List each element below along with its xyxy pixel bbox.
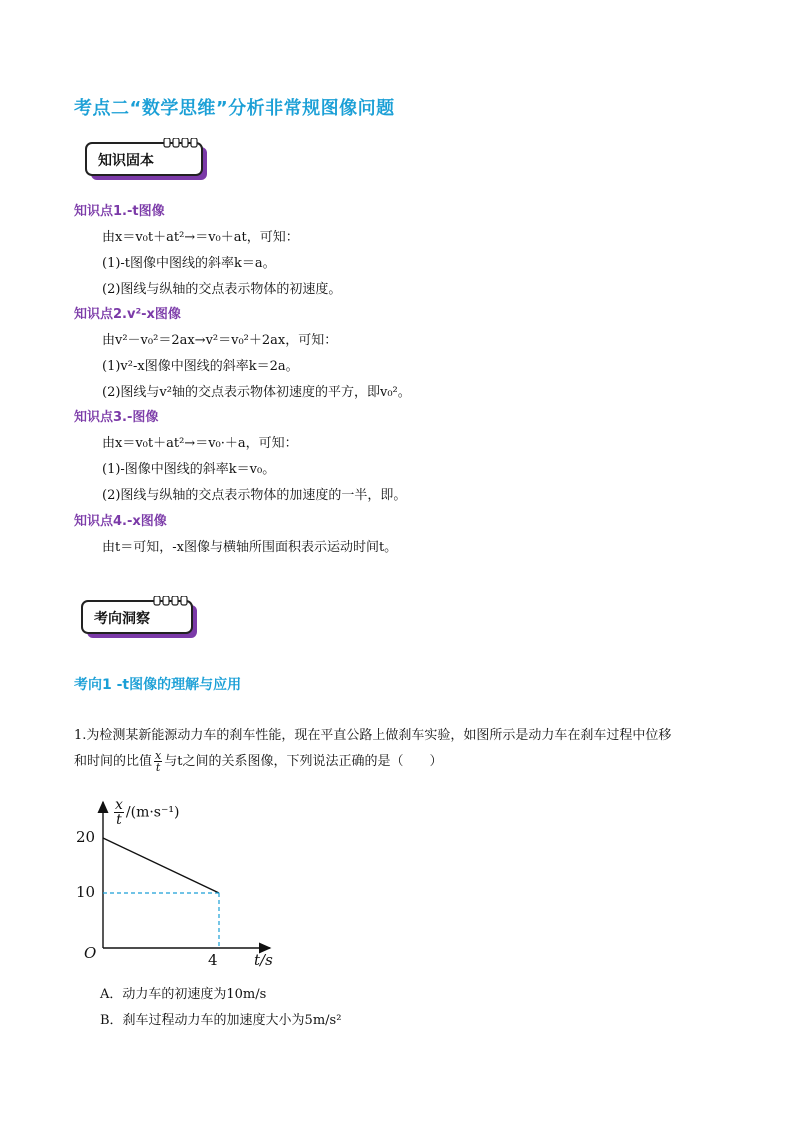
option-b: B．刹车过程动力车的加速度大小为5m/s²: [100, 1013, 342, 1028]
knowledge-badge: [84, 138, 210, 182]
question-line2: [74, 750, 442, 773]
kp3-line: 由x＝v₀t＋at²→＝v₀·＋a，可知：: [102, 436, 298, 451]
fraction-denominator: t: [155, 761, 161, 774]
kp2-line: 由v²－v₀²＝2ax→v²＝v₀²＋2ax，可知：: [102, 333, 338, 348]
inspect-badge: [80, 596, 200, 640]
knowledge-badge-label: 知识固本: [98, 153, 154, 169]
kp2-line: (2)图线与v²轴的交点表示物体初速度的平方，即v₀²。: [102, 385, 411, 400]
question-line2-post: 与t之间的关系图像，下列说法正确的是（ ）: [164, 754, 443, 769]
kp3-line: (1)-图像中图线的斜率k＝v₀。: [102, 462, 276, 477]
graph-svg: [70, 796, 290, 974]
kp1-line: (1)-t图像中图线的斜率k＝a。: [102, 256, 276, 271]
data-line: [103, 838, 219, 893]
kp3-line: (2)图线与纵轴的交点表示物体的加速度的一半，即。: [102, 488, 407, 503]
page-title: 考点二“数学思维”分析非常规图像问题: [74, 98, 395, 119]
question-fraction: [154, 750, 162, 773]
option-a: A．动力车的初速度为10m/s: [100, 987, 267, 1002]
x-tick-label: 4: [208, 951, 218, 969]
y-tick-label: 10: [76, 883, 96, 901]
y-label-num: x: [115, 797, 123, 813]
inspect-badge-label: 考向洞察: [94, 611, 150, 627]
kp3-heading: 知识点3.-图像: [74, 410, 159, 425]
kp4-line: 由t＝可知，-x图像与横轴所围面积表示运动时间t。: [102, 540, 398, 555]
kp1-line: 由x＝v₀t＋at²→＝v₀＋at，可知：: [102, 230, 299, 245]
origin-label: O: [84, 944, 97, 962]
kp1-line: (2)图线与纵轴的交点表示物体的初速度。: [102, 282, 342, 297]
x-axis-label: t/s: [254, 951, 273, 969]
section-heading: 考向1 -t图像的理解与应用: [74, 677, 242, 693]
kp4-heading: 知识点4.-x图像: [74, 514, 167, 529]
question-line2-pre: 和时间的比值: [74, 754, 153, 769]
question-line1: 1.为检测某新能源动力车的刹车性能，现在平直公路上做刹车实验，如图所示是动力车在刹车过程中位移: [74, 728, 672, 743]
y-tick-label: 20: [76, 828, 96, 846]
y-axis-label: [112, 798, 179, 827]
y-axis-unit: /(m·s⁻¹): [125, 804, 180, 821]
y-label-den: t: [116, 812, 122, 828]
kp2-line: (1)v²-x图像中图线的斜率k＝2a。: [102, 359, 299, 374]
kp2-heading: 知识点2.v²-x图像: [74, 307, 181, 322]
graph: [70, 796, 290, 974]
fraction-numerator: x: [155, 749, 162, 762]
kp1-heading: 知识点1.-t图像: [74, 204, 165, 219]
